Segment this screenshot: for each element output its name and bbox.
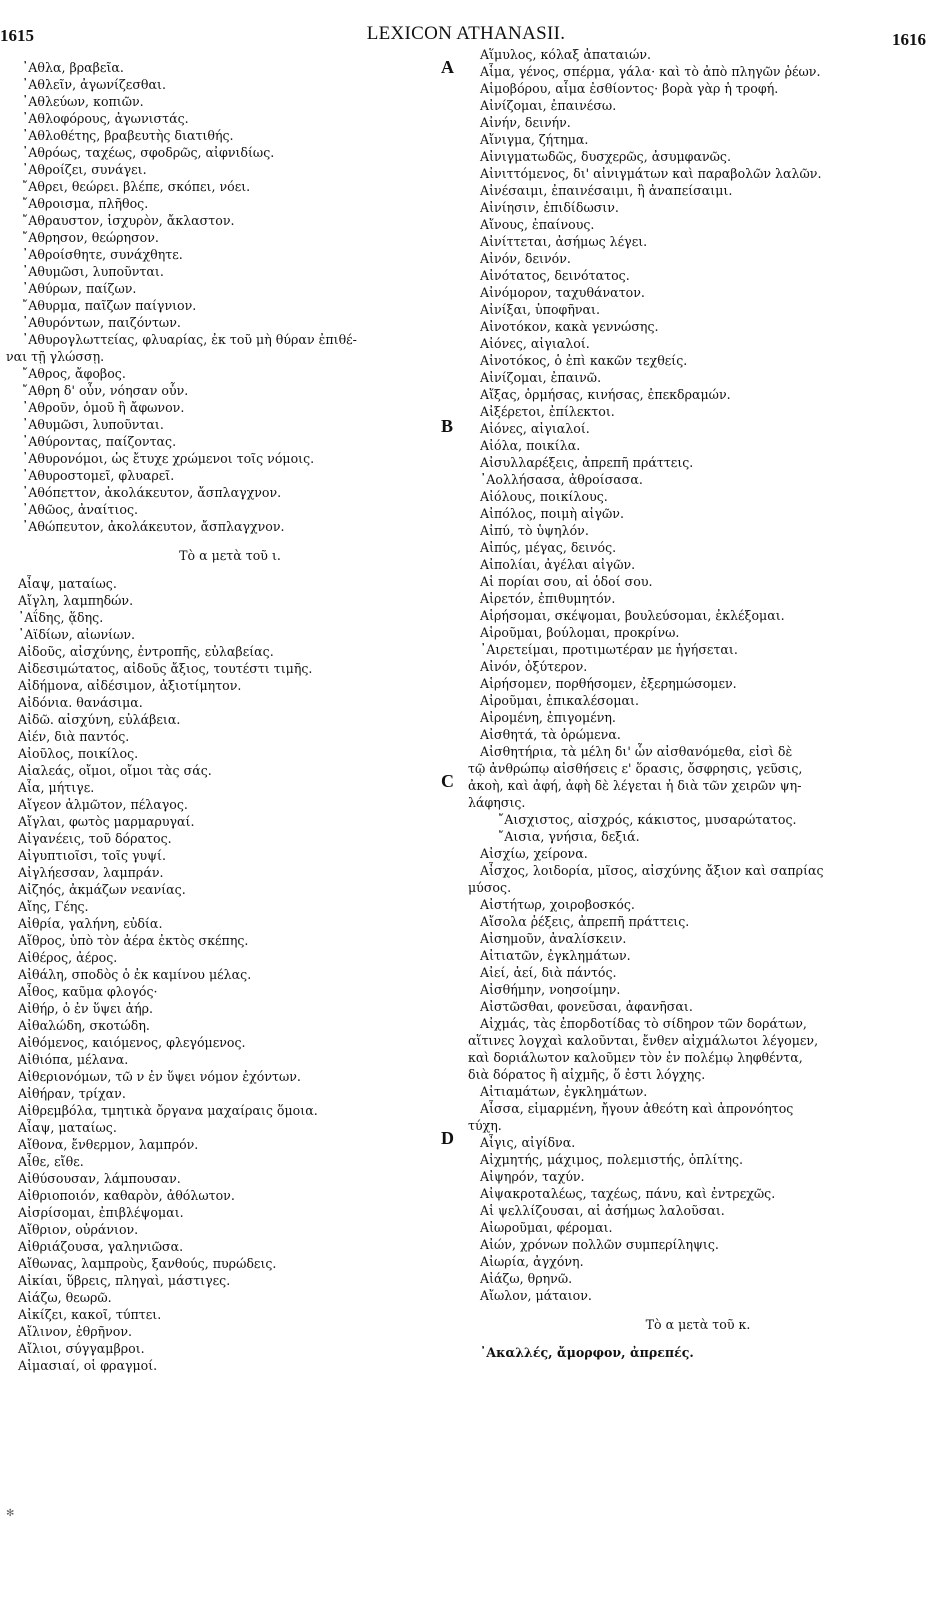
lexicon-entry: Αἶα, μήτιγε. <box>18 780 95 795</box>
lexicon-entry: ᾿Αθροίσθητε, συνάχθητε. <box>22 247 183 262</box>
lexicon-entry: Αἰρομένη, ἐπιγομένη. <box>480 710 616 725</box>
lexicon-entry: Αἰσθητά, τὰ ὁρώμενα. <box>480 727 621 742</box>
lexicon-entry: ῎Αθρει, θεώρει. βλέπε, σκόπει, νόει. <box>22 179 251 194</box>
lexicon-entry: Αἰόνες, αἰγιαλοί. <box>480 336 590 351</box>
lexicon-entry: Αἴης, Γέης. <box>18 899 89 914</box>
page-number-left: 1615 <box>0 26 34 45</box>
lexicon-entry: Αἰαλεάς, οἴμοι, οἴμοι τὰς σάς. <box>18 763 212 778</box>
lexicon-entry: Αἴνιγμα, ζήτημα. <box>480 132 589 147</box>
lexicon-entry: Αἵμυλος, κόλαξ ἀπαταιών. <box>480 47 651 62</box>
lexicon-entry: Αἰσθήμην, νοησοίμην. <box>480 982 621 997</box>
right-column <box>468 46 928 1361</box>
lexicon-entry: ῎Αθραυστον, ἰσχυρὸν, ἄκλαστον. <box>22 213 235 228</box>
lexicon-entry: Αἴγλαι, φωτὸς μαρμαρυγαί. <box>18 814 195 829</box>
lexicon-entry: Αἱρετόν, ἐπιθυμητόν. <box>480 591 616 606</box>
lexicon-entry: Αἰθήραν, τρίχαν. <box>18 1086 126 1101</box>
lexicon-entry: Αἰχμητής, μάχιμος, πολεμιστής, ὁπλίτης. <box>480 1152 744 1167</box>
lexicon-entry: λάφησις. <box>468 795 526 810</box>
lexicon-entry: Αἶσσα, εἱμαρμένη, ἤγουν ἀθεότη καὶ ἀπρονόητος <box>480 1101 794 1116</box>
lexicon-entry: Αἰσθητήρια, τὰ μέλη δι' ὧν αἰσθανόμεθα, εἰσὶ δὲ <box>480 744 793 759</box>
lexicon-entry: Αἰσρίσομαι, ἐπιβλέψομαι. <box>18 1205 184 1220</box>
lexicon-entry: Αἰσημοῦν, ἀναλίσκειν. <box>480 931 627 946</box>
lexicon-entry: Αἱρήσομαι, σκέψομαι, βουλεύσομαι, ἐκλέξομαι. <box>480 608 785 623</box>
lexicon-entry: Αἰάζω, θεωρῶ. <box>18 1290 112 1305</box>
lexicon-entry: Αἰωρία, ἀγχόνη. <box>480 1254 584 1269</box>
lexicon-entry: ῎Αισχιστος, αἰσχρός, κάκιστος, μυσαρώτατος. <box>498 812 797 827</box>
lexicon-entry: Αἴθρος, ὑπὸ τὸν ἀέρα ἐκτὸς σκέπης. <box>18 933 249 948</box>
lexicon-entry: ᾿Αθυρόντων, παιζόντων. <box>22 315 181 330</box>
lexicon-entry: καὶ δοριάλωτον καλοῦμεν τὸν ἐν πολέμῳ ληφθέντα, <box>468 1050 803 1065</box>
left-column <box>6 59 454 1374</box>
lexicon-entry: ᾿Αθυμῶσι, λυποῦνται. <box>22 417 164 432</box>
lexicon-entry: ᾿Αθυρονόμοι, ὡς ἔτυχε χρώμενοι τοῖς νόμοις. <box>22 451 315 466</box>
lexicon-entry: Αἰπόλος, ποιμὴ αἰγῶν. <box>480 506 624 521</box>
lexicon-entry: Αἰνίξαι, ὑποφῆναι. <box>480 302 600 317</box>
lexicon-entry: Αἱμασιαί, οἱ φραγμοί. <box>18 1358 158 1373</box>
lexicon-entry: διὰ δόρατος ἢ αἰχμῆς, ὅ ἐστι λόγχης. <box>468 1067 706 1082</box>
lexicon-entry: Αἰδοῦς, αἰσχύνης, ἐντροπῆς, εὐλαβείας. <box>18 644 274 659</box>
lexicon-entry: Αἰδῶ. αἰσχύνη, εὐλάβεια. <box>18 712 181 727</box>
lexicon-entry: Αἶαψ, ματαίως. <box>18 1120 117 1135</box>
lexicon-entry: τύχη. <box>468 1118 502 1133</box>
lexicon-entry: Αἰγανέεις, τοῦ δόρατος. <box>18 831 172 846</box>
lexicon-entry: Αἰψηρόν, ταχύν. <box>480 1169 585 1184</box>
lexicon-entry: Αἱρήσομεν, πορθήσομεν, ἐξερημώσομεν. <box>480 676 737 691</box>
lexicon-entry: Αἴνους, ἐπαίνους. <box>480 217 595 232</box>
lexicon-entry: Αἰνόν, δεινόν. <box>480 251 571 266</box>
lexicon-entry: Αἰθρία, γαλήνη, εὐδία. <box>18 916 163 931</box>
lexicon-entry: Αἰνόν, ὀξύτερον. <box>480 659 588 674</box>
lexicon-entry: Αἴγεον ἁλμῶτον, πέλαγος. <box>18 797 188 812</box>
lexicon-entry: Αἰθάλη, σποδὸς ὁ ἐκ καμίνου μέλας. <box>18 967 252 982</box>
lexicon-entry: Αἶσχος, λοιδορία, μῖσος, αἰσχύνης ἄξιον καὶ σαπρίας <box>480 863 824 878</box>
lexicon-entry: Αἴθριον, οὐράνιον. <box>18 1222 139 1237</box>
lexicon-entry: Αἰνότατος, δεινότατος. <box>480 268 630 283</box>
lexicon-entry: ᾿Αθρόως, ταχέως, σφοδρῶς, αἰφνιδίως. <box>22 145 275 160</box>
lexicon-entry: Αἰωροῦμαι, φέρομαι. <box>480 1220 613 1235</box>
lexicon-entry: Αἰξέρετοι, ἐπίλεκτοι. <box>480 404 615 419</box>
lexicon-entry: Αἰόλους, ποικίλους. <box>480 489 608 504</box>
lexicon-entry: ᾿Αολλήσασα, ἀθροίσασα. <box>480 472 643 487</box>
lexicon-entry: Αἰνόμορον, ταχυθάνατον. <box>480 285 645 300</box>
lexicon-entry: ἀκοὴ, καὶ ἀφή, ἀφὴ δὲ λέγεται ἡ διὰ τῶν χειρῶν ψη- <box>468 778 802 793</box>
lexicon-entry: ᾿Αθῶος, ἀναίτιος. <box>22 502 139 517</box>
lexicon-entry: Αἰροῦμαι, ἐπικαλέσομαι. <box>480 693 639 708</box>
margin-letter-d: D <box>441 1128 454 1148</box>
lexicon-entry: Αἰδήμονα, αἰδέσιμον, ἀξιοτίμητον. <box>18 678 242 693</box>
section-heading: Τὸ α μετὰ τοῦ ι. <box>179 548 281 563</box>
lexicon-entry: ῎Αθρησον, θεώρησον. <box>22 230 159 245</box>
lexicon-entry: ᾿Αθυροστομεῖ, φλυαρεῖ. <box>22 468 175 483</box>
lexicon-entry: Αἰνοτόκος, ὁ ἐπὶ κακῶν τεχθείς. <box>480 353 688 368</box>
lexicon-entry: Αἰνιγματωδῶς, δυσχερῶς, ἀσυμφανῶς. <box>480 149 731 164</box>
lexicon-entry: ᾿Αθροίζει, συνάγει. <box>22 162 147 177</box>
lexicon-entry: Αἰπολίαι, ἀγέλαι αἰγῶν. <box>480 557 636 572</box>
lexicon-entry: Αἰοῦλος, ποικίλος. <box>18 746 139 761</box>
lexicon-entry: Αἰθόμενος, καιόμενος, φλεγόμενος. <box>18 1035 246 1050</box>
lexicon-entry: ᾿Αθύρων, παίζων. <box>22 281 137 296</box>
lexicon-entry: Αἰθεριονόμων, τῶ ν ἐν ὕψει νόμον ἐχόντων. <box>18 1069 301 1084</box>
lexicon-entry: Αἰθύσουσαν, λάμπουσαν. <box>18 1171 181 1186</box>
lexicon-entry: Αἴωλον, μάταιον. <box>480 1288 592 1303</box>
lexicon-entry: τῷ ἀνθρώπῳ αἰσθήσεις ε' ὅρασις, ὄσφρησις, γεῦσις, <box>468 761 803 776</box>
lexicon-entry: ῎Αισια, γνήσια, δεξιά. <box>498 829 640 844</box>
page-number-right: 1616 <box>892 30 926 49</box>
lexicon-entry: ᾿Αιρετείμαι, προτιμωτέραν με ἡγήσεται. <box>480 642 738 657</box>
lexicon-entry: Αἰθέρος, ἀέρος. <box>18 950 118 965</box>
lexicon-entry: Αἰεί, ἀεί, διὰ πάντός. <box>480 965 617 980</box>
lexicon-entry: ᾿Αθλοφόρους, ἀγωνιστάς. <box>22 111 189 126</box>
lexicon-entry: Αἰκίζει, κακοῖ, τύπτει. <box>18 1307 162 1322</box>
lexicon-entry: ᾿Αθυμῶσι, λυποῦνται. <box>22 264 164 279</box>
lexicon-entry: Αἴλιοι, σύγγαμβροι. <box>18 1341 145 1356</box>
margin-letter-c: C <box>441 771 454 791</box>
lexicon-entry: Αἴλινον, ἐθρῆνον. <box>18 1324 133 1339</box>
lexicon-entry: ῎Αθρος, ἄφοβος. <box>22 366 126 381</box>
lexicon-entry: Αἰόνες, αἰγιαλοί. <box>480 421 590 436</box>
lexicon-entry: Αἴξας, ὁρμήσας, κινήσας, ἐπεκδραμών. <box>480 387 731 402</box>
lexicon-entry: Αἰδεσιμώτατος, αἰδοῦς ἄξιος, τουτέστι τιμῆς. <box>18 661 313 676</box>
lexicon-entry: ᾿Αΐδης, ᾅδης. <box>18 610 104 625</box>
lexicon-entry: ᾿Αθλεῖν, ἀγωνίζεσθαι. <box>22 77 166 92</box>
lexicon-entry: ᾿Αθώπευτον, ἀκολάκευτον, ἄσπλαγχνον. <box>22 519 285 534</box>
lexicon-entry: Αἰνίησιν, ἐπιδίδωσιν. <box>480 200 619 215</box>
margin-letter-b: B <box>441 416 454 436</box>
lexicon-entry: Αἰθρεμβόλα, τμητικὰ ὄργανα μαχαίραις ὅμοια. <box>18 1103 318 1118</box>
lexicon-entry: Αἰάζω, θρηνῶ. <box>480 1271 573 1286</box>
lexicon-entry: Αἰστῶσθαι, φονεῦσαι, ἀφανῆσαι. <box>480 999 693 1014</box>
lexicon-entry: Αἰγλήεσσαν, λαμπράν. <box>18 865 164 880</box>
lexicon-entry: Αἰτιατῶν, ἐγκλημάτων. <box>480 948 631 963</box>
lexicon-entry: Αἰέν, διὰ παντός. <box>18 729 130 744</box>
lexicon-entry: Αἰχμάς, τὰς ἐπορδοτίδας τὸ σίδηρον τῶν δοράτων, <box>480 1016 807 1031</box>
lexicon-entry: Αἶθε, εἴθε. <box>18 1154 84 1169</box>
running-title: LEXICON ATHANASII. <box>366 23 566 44</box>
lexicon-entry: Αἰθριοποιόν, καθαρὸν, ἀθόλωτον. <box>18 1188 235 1203</box>
lexicon-entry: Αἰψακροταλέως, ταχέως, πάνυ, καὶ ἐντρεχῶς. <box>480 1186 776 1201</box>
lexicon-entry: Αἰγυπτιοῖσι, τοῖς γυψί. <box>18 848 167 863</box>
lexicon-entry: ᾿Αθλοθέτης, βραβευτὴς διατιθής. <box>22 128 234 143</box>
section-heading: Τὸ α μετὰ τοῦ κ. <box>645 1317 751 1332</box>
lexicon-entry: Αἱμοβόρου, αἷμα ἐσθίοντος· βορὰ γὰρ ἡ τροφή. <box>480 81 779 96</box>
lexicon-entry: Αἰκίαι, ὕβρεις, πληγαὶ, μάστιγες. <box>18 1273 231 1288</box>
lexicon-entry: ᾿Ακαλλές, ἄμορφον, ἀπρεπές. <box>480 1345 694 1360</box>
lexicon-entry: Αἶθος, καῦμα φλογός· <box>18 984 158 999</box>
lexicon-entry: Αἰνιττόμενος, δι' αἰνιγμάτων καὶ παραβολῶν λαλῶν. <box>480 166 822 181</box>
lexicon-entry: ῎Αθρη δ' οὖν, νόησαν οὖν. <box>22 383 189 398</box>
lexicon-entry: ναι τῇ γλώσσῃ. <box>6 349 105 364</box>
lexicon-entry: ῎Αθροισμα, πλῆθος. <box>22 196 149 211</box>
lexicon-entry: Αἰτιαμάτων, ἐγκλημάτων. <box>480 1084 648 1099</box>
lexicon-entry: ῎Αθυρμα, παῖζων παίγνιον. <box>22 298 197 313</box>
lexicon-entry: ᾿Αθλα, βραβεῖα. <box>22 60 124 75</box>
lexicon-entry: μύσος. <box>468 880 512 895</box>
lexicon-entry: Αἰθήρ, ὁ ἐν ὕψει ἀήρ. <box>18 1001 154 1016</box>
lexicon-entry: Αἰπύς, μέγας, δεινός. <box>480 540 617 555</box>
lexicon-entry: Αἰδόνια. θανάσιμα. <box>18 695 143 710</box>
library-stamp: ✻ <box>6 1508 15 1519</box>
margin-letter-a: A <box>441 57 454 77</box>
lexicon-entry: Αἱ πορίαι σου, αἱ ὁδοί σου. <box>480 574 653 589</box>
lexicon-entry: Αἱ ψελλίζουσαι, αἱ ἀσήμως λαλοῦσαι. <box>480 1203 725 1218</box>
lexicon-entry: ᾿Αθυρογλωττείας, φλυαρίας, ἐκ τοῦ μὴ θύραν ἐπιθέ- <box>22 332 357 347</box>
lexicon-entry: Αἰθαλώδη, σκοτώδη. <box>18 1018 150 1033</box>
lexicon-entry: Αἰθιόπα, μέλανα. <box>18 1052 129 1067</box>
lexicon-entry: Αἰζηός, ἀκμάζων νεανίας. <box>18 882 186 897</box>
lexicon-entry: Αἰπύ, τὸ ὑψηλόν. <box>480 523 589 538</box>
lexicon-entry: Αἴθονα, ἔνθερμον, λαμπρόν. <box>18 1137 199 1152</box>
lexicon-entry: ᾿Αθλεύων, κοπιῶν. <box>22 94 144 109</box>
lexicon-entry: αἵτινες λογχαὶ καλοῦνται, ἔνθεν αἰχμάλωτοι λέγομεν, <box>468 1033 819 1048</box>
lexicon-entry: Αἰνοτόκον, κακὰ γεννώσης. <box>480 319 659 334</box>
lexicon-entry: Αἰστήτωρ, χοιροβοσκός. <box>480 897 635 912</box>
lexicon-entry: Αἰσυλλαρέξεις, ἀπρεπῆ πράττεις. <box>480 455 694 470</box>
lexicon-entry: Αἰσχίω, χείρονα. <box>480 846 588 861</box>
lexicon-entry: Αἰνέσαιμι, ἐπαινέσαιμι, ἢ ἀναπείσαιμι. <box>480 183 733 198</box>
lexicon-entry: ᾿Αθόπεττον, ἀκολάκευτον, ἄσπλαγχνον. <box>22 485 282 500</box>
lexicon-entry: Αἰνήν, δεινήν. <box>480 115 571 130</box>
lexicon-entry: Αἰών, χρόνων πολλῶν συμπερίληψις. <box>480 1237 719 1252</box>
lexicon-entry: ᾿Αθύροντας, παίζοντας. <box>22 434 177 449</box>
lexicon-entry: ᾿Αϊδίων, αἰωνίων. <box>18 627 136 642</box>
lexicon-entry: Αἰνίζομαι, ἐπαινέσω. <box>480 98 617 113</box>
lexicon-entry: Αἴγλη, λαμπηδών. <box>18 593 134 608</box>
lexicon-entry: Αἰόλα, ποικίλα. <box>480 438 581 453</box>
lexicon-entry: Αἴθωνας, λαμπροὺς, ξανθούς, πυρώδεις. <box>18 1256 277 1271</box>
lexicon-entry: Αἷμα, γένος, σπέρμα, γάλα· καὶ τὸ ἀπὸ πληγῶν ῥέων. <box>480 64 821 79</box>
lexicon-entry: ᾿Αθροῦν, ὁμοῦ ἢ ἄφωνον. <box>22 400 185 415</box>
lexicon-entry: Αἶαψ, ματαίως. <box>18 576 117 591</box>
lexicon-entry: Αἰθριάζουσα, γαληνιῶσα. <box>18 1239 184 1254</box>
lexicon-entry: Αἰνίζομαι, ἐπαινῶ. <box>480 370 602 385</box>
lexicon-entry: Αἶγις, αἰγίδνα. <box>480 1135 576 1150</box>
lexicon-entry: Αἱροῦμαι, βούλομαι, προκρίνω. <box>480 625 680 640</box>
lexicon-entry: Αἰνίττεται, ἀσήμως λέγει. <box>480 234 648 249</box>
lexicon-entry: Αἴσολα ῥέξεις, ἀπρεπῆ πράττεις. <box>480 914 690 929</box>
